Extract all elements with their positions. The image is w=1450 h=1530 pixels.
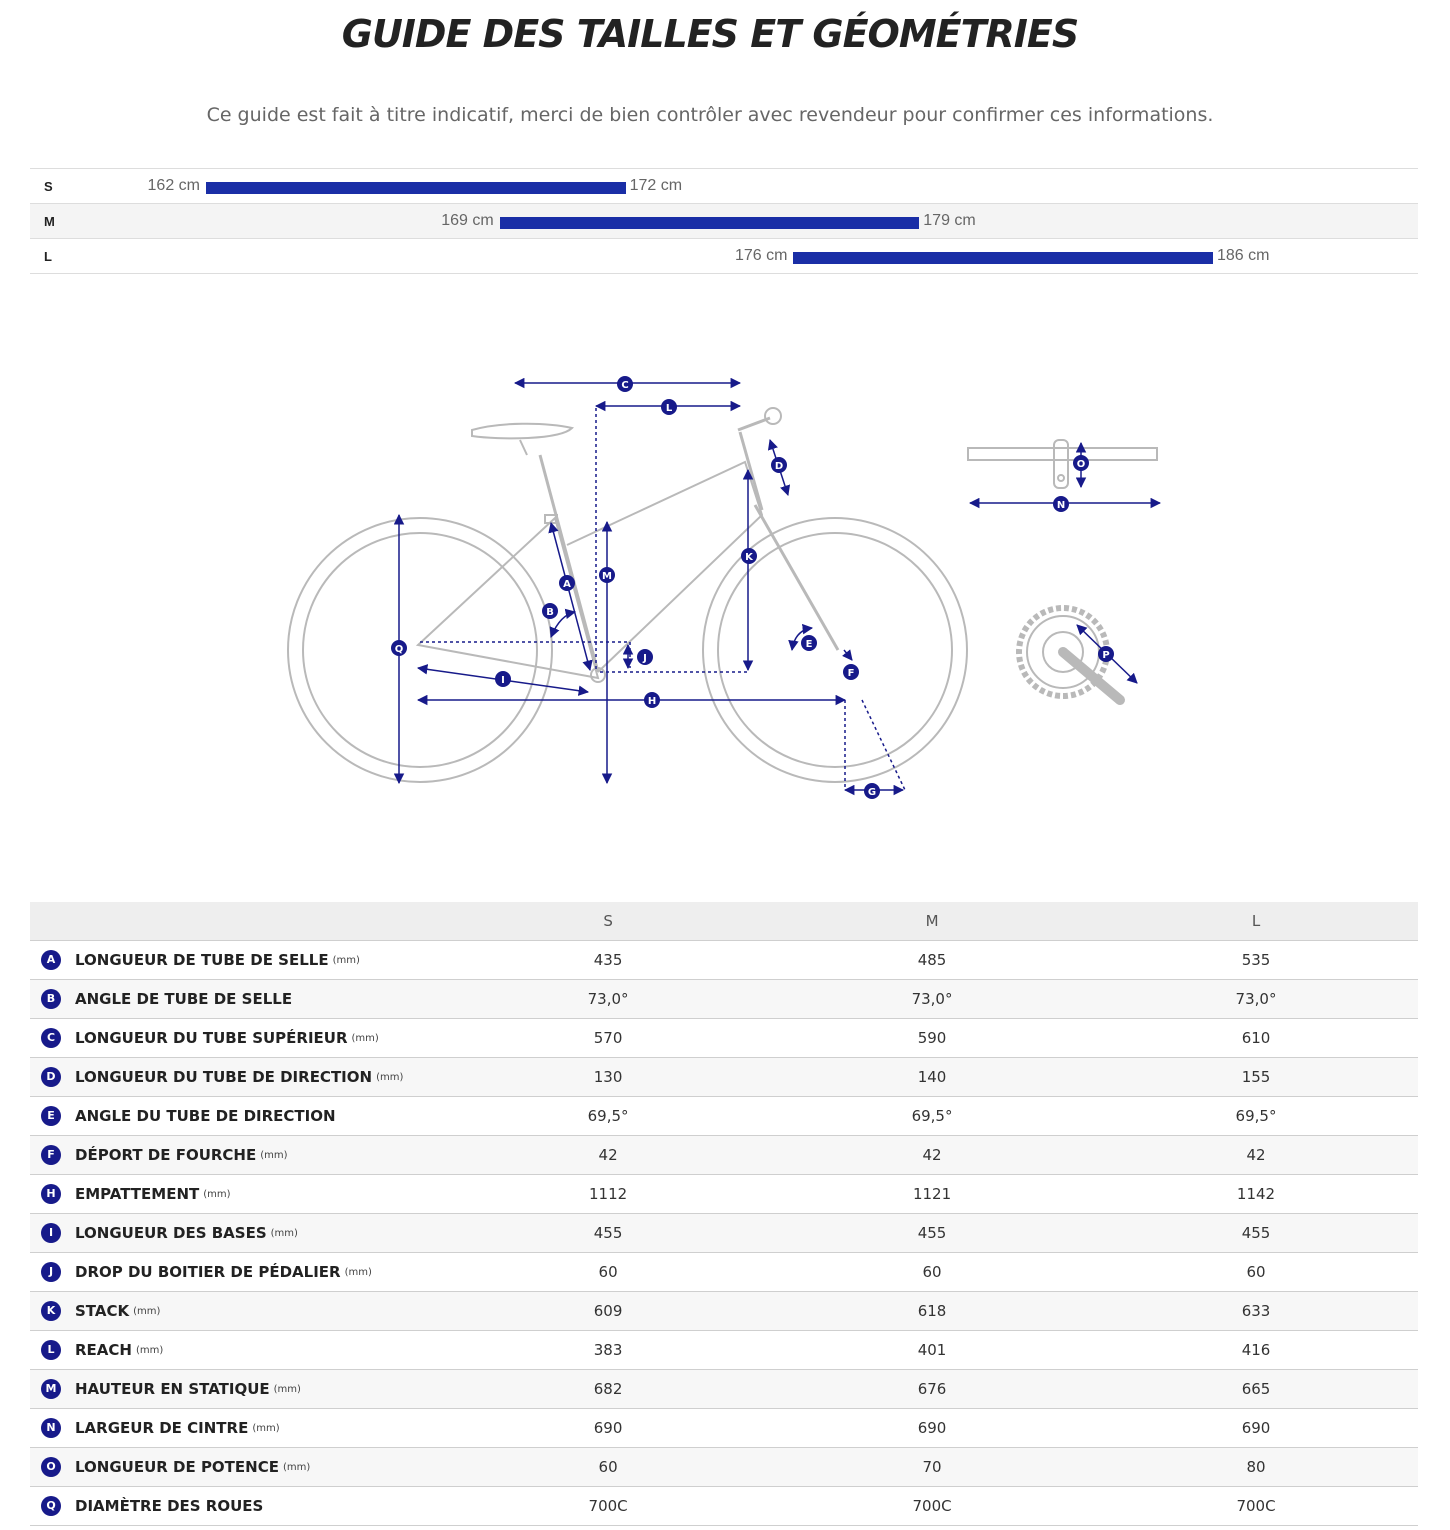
param-cell: [30, 1409, 446, 1448]
table-row: [30, 1292, 1418, 1331]
table-row: [30, 1409, 1418, 1448]
param-letter-badge: E: [41, 1106, 61, 1126]
value-cell-m: 70: [770, 1448, 1094, 1487]
param-name: ANGLE DU TUBE DE DIRECTION: [75, 1107, 336, 1125]
value-cell-m: 60: [770, 1253, 1094, 1292]
value-cell-l: 416: [1094, 1331, 1418, 1370]
diagram-badge-label: H: [647, 696, 657, 707]
param-letter-badge: K: [41, 1301, 61, 1321]
param-letter-badge: L: [41, 1340, 61, 1360]
param-name: REACH: [75, 1341, 132, 1359]
value-cell-s: 383: [446, 1331, 770, 1370]
saddle: [472, 424, 572, 439]
table-row: [30, 1058, 1418, 1097]
value-cell-m: 590: [770, 1019, 1094, 1058]
value-cell-l: 665: [1094, 1370, 1418, 1409]
param-name: LARGEUR DE CINTRE: [75, 1419, 249, 1437]
value-cell-m: 485: [770, 941, 1094, 980]
value-cell-s: 73,0°: [446, 980, 770, 1019]
rider-height-table: [30, 168, 1418, 274]
param-unit: (mm): [332, 954, 360, 966]
param-letter-badge: D: [41, 1067, 61, 1087]
bike-drawing: [288, 408, 967, 782]
param-name: LONGUEUR DES BASES: [75, 1224, 267, 1242]
table-row: [30, 980, 1418, 1019]
table-row: [30, 1214, 1418, 1253]
size-range-bar: [206, 182, 626, 194]
geometry-table-header: [30, 902, 1418, 941]
page-subtitle: Ce guide est fait à titre indicatif, merci de bien contrôler avec revendeur pour confirmer ces informations.: [206, 104, 1214, 126]
diagram-badge-label: B: [546, 607, 554, 618]
param-cell: [30, 1136, 446, 1175]
param-cell: [30, 1331, 446, 1370]
param-letter-badge: B: [41, 989, 61, 1009]
param-unit: (mm): [260, 1149, 288, 1161]
value-cell-s: 435: [446, 941, 770, 980]
size-min-label: 162 cm: [147, 177, 200, 194]
value-cell-l: 610: [1094, 1019, 1418, 1058]
param-unit: (mm): [282, 1461, 311, 1473]
table-row: [30, 1175, 1418, 1214]
size-letter: M: [44, 214, 55, 229]
param-letter-badge: O: [41, 1457, 61, 1477]
param-cell: [30, 1448, 446, 1487]
geometry-table: [30, 902, 1418, 1526]
param-name: DÉPORT DE FOURCHE: [75, 1146, 257, 1164]
param-letter-badge: I: [41, 1223, 61, 1243]
value-cell-s: 60: [446, 1253, 770, 1292]
diagram-badge-label: J: [643, 653, 647, 664]
table-row: [30, 1136, 1418, 1175]
value-cell-l: 60: [1094, 1253, 1418, 1292]
value-cell-l: 690: [1094, 1409, 1418, 1448]
value-cell-m: 676: [770, 1370, 1094, 1409]
header-size-m: M: [770, 902, 1094, 941]
diagram-badge-label: C: [621, 380, 629, 391]
value-cell-m: 618: [770, 1292, 1094, 1331]
param-letter-badge: M: [41, 1379, 61, 1399]
param-cell: [30, 1214, 446, 1253]
value-cell-l: 155: [1094, 1058, 1418, 1097]
size-letter: L: [44, 249, 52, 264]
value-cell-m: 140: [770, 1058, 1094, 1097]
param-cell: [30, 1253, 446, 1292]
page-title: GUIDE DES TAILLES ET GÉOMÉTRIES: [341, 12, 1079, 56]
value-cell-l: 633: [1094, 1292, 1418, 1331]
header-param: [30, 902, 446, 941]
diagram-badge-label: A: [563, 579, 571, 590]
value-cell-s: 42: [446, 1136, 770, 1175]
param-unit: (mm): [252, 1422, 280, 1434]
diagram-badge-label: F: [847, 668, 855, 679]
param-unit: (mm): [133, 1305, 161, 1317]
handlebar-drawing: [968, 440, 1157, 488]
header-size-s: S: [446, 902, 770, 941]
size-row-s: [30, 168, 1418, 203]
param-name: LONGUEUR DE TUBE DE SELLE: [75, 951, 329, 969]
table-row: [30, 1487, 1418, 1526]
param-unit: (mm): [351, 1032, 379, 1044]
param-cell: [30, 1019, 446, 1058]
value-cell-l: 42: [1094, 1136, 1418, 1175]
param-letter-badge: H: [41, 1184, 61, 1204]
param-cell: [30, 1175, 446, 1214]
param-letter-badge: A: [41, 950, 61, 970]
table-row: [30, 1253, 1418, 1292]
value-cell-m: 69,5°: [770, 1097, 1094, 1136]
size-range-bar: [500, 217, 920, 229]
table-row: [30, 1448, 1418, 1487]
diagram-badge-label: I: [501, 675, 505, 686]
value-cell-s: 60: [446, 1448, 770, 1487]
value-cell-l: 1142: [1094, 1175, 1418, 1214]
value-cell-s: 1112: [446, 1175, 770, 1214]
param-name: LONGUEUR DE POTENCE: [75, 1458, 279, 1476]
param-name: STACK: [75, 1302, 130, 1320]
value-cell-l: 69,5°: [1094, 1097, 1418, 1136]
param-cell: [30, 1058, 446, 1097]
param-name: HAUTEUR EN STATIQUE: [75, 1380, 270, 1398]
diagram-badge-label: M: [602, 571, 612, 582]
size-min-label: 169 cm: [441, 212, 494, 229]
size-min-label: 176 cm: [734, 247, 788, 264]
param-unit: (mm): [273, 1383, 301, 1395]
value-cell-m: 455: [770, 1214, 1094, 1253]
table-row: [30, 1370, 1418, 1409]
value-cell-m: 401: [770, 1331, 1094, 1370]
param-unit: (mm): [203, 1188, 231, 1200]
param-cell: [30, 1487, 446, 1526]
diagram-badge-label: K: [745, 552, 753, 563]
size-range-bar: [793, 252, 1213, 264]
value-cell-l: 700C: [1094, 1487, 1418, 1526]
param-cell: [30, 941, 446, 980]
param-letter-badge: J: [41, 1262, 61, 1282]
param-cell: [30, 1370, 446, 1409]
param-letter-badge: Q: [41, 1496, 61, 1516]
table-row: [30, 1097, 1418, 1136]
param-letter-badge: F: [41, 1145, 61, 1165]
size-max-label: 172 cm: [629, 177, 683, 194]
value-cell-m: 1121: [770, 1175, 1094, 1214]
value-cell-s: 682: [446, 1370, 770, 1409]
diagram-badge-label: O: [1076, 459, 1086, 470]
diagram-badge-label: Q: [394, 644, 404, 655]
table-row: [30, 941, 1418, 980]
value-cell-m: 690: [770, 1409, 1094, 1448]
param-unit: (mm): [344, 1266, 372, 1278]
param-letter-badge: C: [41, 1028, 61, 1048]
param-name: LONGUEUR DU TUBE DE DIRECTION: [75, 1068, 373, 1086]
param-cell: [30, 980, 446, 1019]
value-cell-s: 570: [446, 1019, 770, 1058]
size-max-label: 179 cm: [923, 212, 976, 229]
diagram-badge-label: D: [774, 461, 784, 472]
diagram-badge-label: E: [805, 639, 813, 650]
value-cell-s: 609: [446, 1292, 770, 1331]
param-unit: (mm): [135, 1344, 164, 1356]
value-cell-s: 69,5°: [446, 1097, 770, 1136]
table-row: [30, 1019, 1418, 1058]
value-cell-m: 42: [770, 1136, 1094, 1175]
value-cell-l: 80: [1094, 1448, 1418, 1487]
diagram-badge-label: L: [665, 403, 673, 414]
value-cell-s: 700C: [446, 1487, 770, 1526]
param-name: LONGUEUR DU TUBE SUPÉRIEUR: [75, 1029, 348, 1047]
size-max-label: 186 cm: [1217, 247, 1270, 264]
value-cell-m: 73,0°: [770, 980, 1094, 1019]
param-cell: [30, 1292, 446, 1331]
param-unit: (mm): [270, 1227, 298, 1239]
param-unit: (mm): [376, 1071, 404, 1083]
diagram-badge-label: P: [1102, 650, 1110, 661]
size-row-m: [30, 203, 1418, 238]
size-row-l: [30, 238, 1418, 274]
value-cell-l: 455: [1094, 1214, 1418, 1253]
param-cell: [30, 1097, 446, 1136]
value-cell-m: 700C: [770, 1487, 1094, 1526]
header-size-l: L: [1094, 902, 1418, 941]
param-name: ANGLE DE TUBE DE SELLE: [75, 990, 293, 1008]
value-cell-s: 690: [446, 1409, 770, 1448]
value-cell-l: 73,0°: [1094, 980, 1418, 1019]
diagram-badge-label: G: [867, 787, 877, 798]
param-name: DROP DU BOITIER DE PÉDALIER: [75, 1263, 341, 1281]
value-cell-s: 455: [446, 1214, 770, 1253]
diagram-badge-label: N: [1056, 500, 1066, 511]
size-letter: S: [44, 179, 53, 194]
param-name: EMPATTEMENT: [75, 1185, 200, 1203]
param-name: DIAMÈTRE DES ROUES: [75, 1497, 264, 1515]
value-cell-l: 535: [1094, 941, 1418, 980]
measurement-lines: [399, 383, 1160, 790]
param-letter-badge: N: [41, 1418, 61, 1438]
bike-geometry-diagram: [0, 290, 1450, 850]
value-cell-s: 130: [446, 1058, 770, 1097]
table-row: [30, 1331, 1418, 1370]
